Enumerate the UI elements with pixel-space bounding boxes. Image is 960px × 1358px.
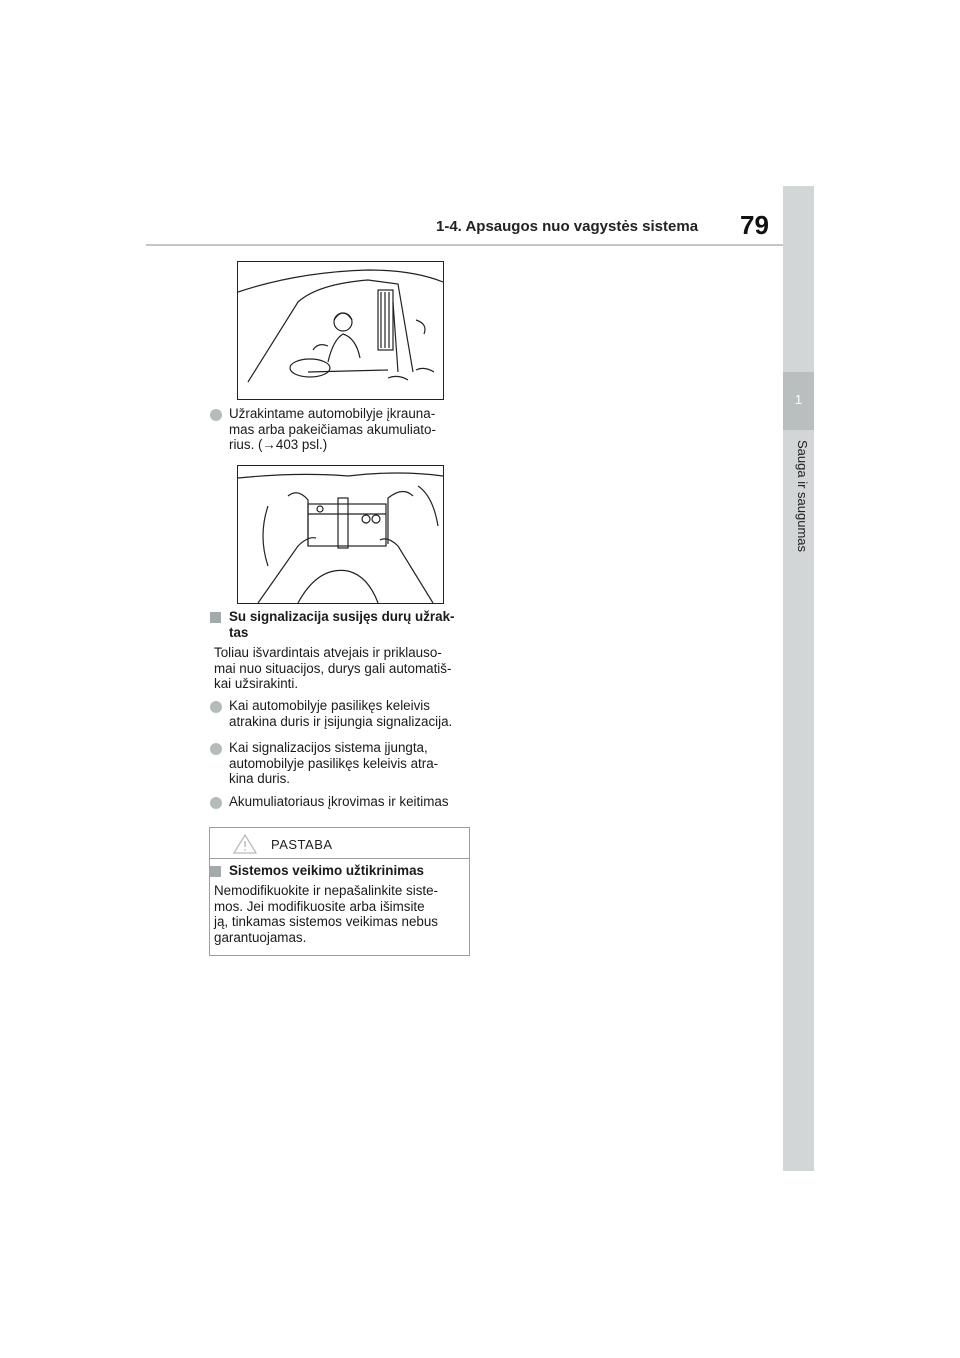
- battery-replacement-illustration: [237, 465, 444, 604]
- person-in-car-illustration: [237, 261, 444, 400]
- page-number: 79: [740, 210, 769, 240]
- bullet-text-alarm-set: Kai signalizacijos sistema įjungta, automobilyje pasilikęs keleivis atra- kina duris.: [229, 740, 439, 786]
- bullet-text-battery-charging: Užrakintame automobilyje įkrauna- mas arba pakeičiamas akumuliato- rius. (→403 psl.): [229, 406, 436, 452]
- section-title: 1-4. Apsaugos nuo vagystės sistema: [436, 218, 699, 235]
- notice-divider: [210, 858, 469, 859]
- notice-heading: Sistemos veikimo užtikrinimas: [229, 863, 424, 878]
- warning-triangle-icon: [232, 833, 258, 855]
- bullet-icon: [210, 701, 222, 713]
- notice-square-icon: [210, 866, 221, 877]
- chapter-number: 1: [794, 392, 803, 407]
- notice-body: Nemodifikuokite ir nepašalinkite siste- mos. Jei modifikuosite arba išimsite ją, tinkamas sistemos veikimas nebus garantuojamas.: [214, 883, 439, 945]
- section-heading: Su signalizacija susijęs durų užrak- tas: [229, 609, 455, 640]
- bullet-text-passenger-unlocks: Kai automobilyje pasilikęs keleivis atrakina duris ir įsijungia signalizacija.: [229, 698, 453, 729]
- bullet-icon: [210, 743, 222, 755]
- bullet-icon: [210, 409, 222, 421]
- chapter-label: Sauga ir saugumas: [795, 440, 810, 553]
- chapter-side-bar: [783, 186, 814, 1171]
- header-divider: [146, 244, 784, 246]
- intro-paragraph: Toliau išvardintais atvejais ir priklauso- mai nuo situacijos, durys gali automatiš- kai užsirakinti.: [214, 645, 452, 691]
- bullet-icon: [210, 797, 222, 809]
- section-square-icon: [210, 612, 221, 623]
- notice-title: PASTABA: [271, 837, 333, 852]
- bullet-text-battery-replacement: Akumuliatoriaus įkrovimas ir keitimas: [229, 794, 449, 809]
